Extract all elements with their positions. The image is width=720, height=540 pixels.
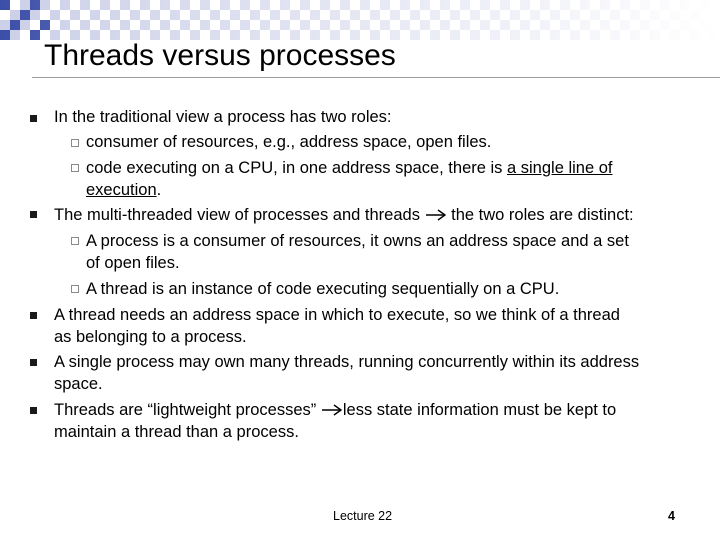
- right-arrow-icon: [321, 403, 343, 417]
- square-bullet-icon: [30, 115, 37, 122]
- sub-bullet-code-executing: code executing on a CPU, in one address space, there is a single line of: [86, 159, 613, 177]
- bullet-single-process-cont: space.: [54, 375, 103, 393]
- bullet-multithreaded-view: The multi-threaded view of processes and threads the two roles are distinct:: [54, 206, 634, 224]
- sub-bullet-process-consumer: A process is a consumer of resources, it owns an address space and a set: [86, 232, 629, 250]
- bullet-single-process: A single process may own many threads, running concurrently within its address: [54, 353, 640, 371]
- sub-bullet-code-executing-cont: execution.: [86, 181, 162, 199]
- square-bullet-icon: [30, 359, 37, 366]
- square-bullet-icon: [30, 312, 37, 319]
- hollow-square-bullet-icon: [71, 139, 79, 147]
- square-bullet-icon: [30, 407, 37, 414]
- hollow-square-bullet-icon: [71, 285, 79, 293]
- underlined-phrase: execution: [86, 181, 157, 199]
- sub-bullet-thread-instance: A thread is an instance of code executing sequentially on a CPU.: [86, 280, 560, 298]
- page-number: 4: [668, 509, 675, 523]
- title-underline: [32, 77, 720, 78]
- footer-lecture-label: Lecture 22: [333, 509, 393, 523]
- bullet-lightweight-processes: Threads are “lightweight processes” less state information must be kept to: [54, 401, 617, 419]
- square-bullet-icon: [30, 211, 37, 218]
- right-arrow-icon: [425, 208, 447, 222]
- bullet-traditional-view: In the traditional view a process has two roles:: [54, 108, 392, 126]
- decorative-checker-pattern: [0, 0, 720, 40]
- hollow-square-bullet-icon: [71, 237, 79, 245]
- bullet-thread-needs-space: A thread needs an address space in which to execute, so we think of a thread: [54, 306, 620, 324]
- slide-title: Threads versus processes: [44, 39, 396, 72]
- bullet-thread-needs-space-cont: as belonging to a process.: [54, 328, 247, 346]
- bullet-lightweight-processes-cont: maintain a thread than a process.: [54, 423, 299, 441]
- underlined-phrase: a single line of: [507, 159, 613, 177]
- hollow-square-bullet-icon: [71, 164, 79, 172]
- sub-bullet-consumer: consumer of resources, e.g., address space, open files.: [86, 133, 492, 151]
- sub-bullet-process-consumer-cont: of open files.: [86, 254, 180, 272]
